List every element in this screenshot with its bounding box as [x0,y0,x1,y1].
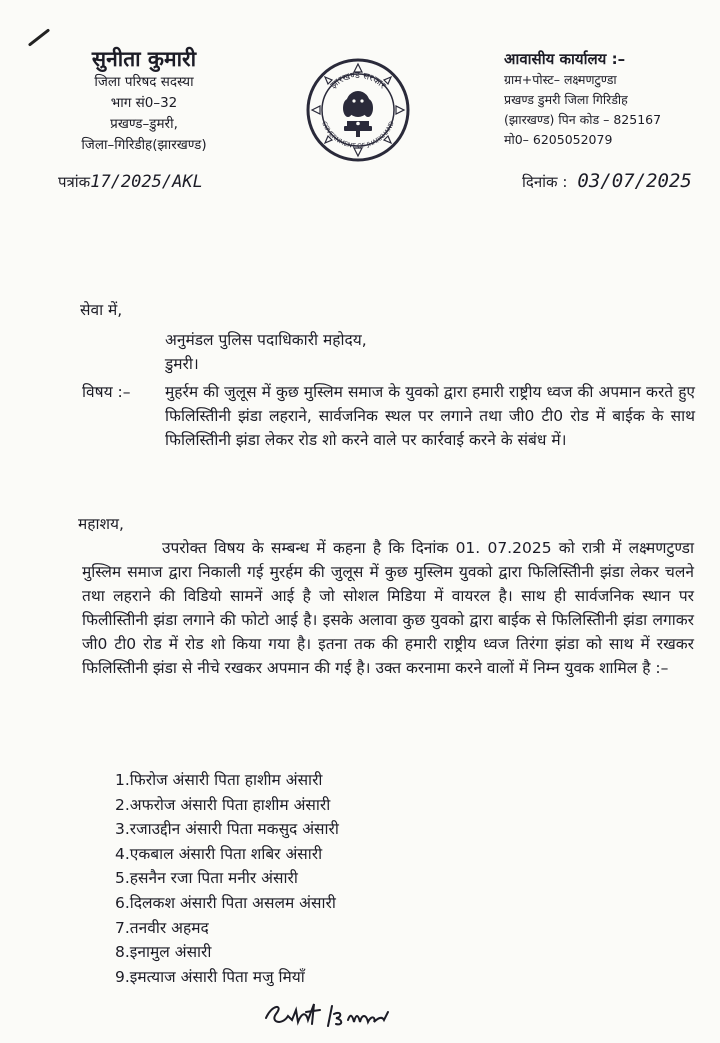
reference-label: पत्रांक [58,173,91,191]
reference-number [58,172,203,192]
list-item: 6.दिलकश अंसारी पिता असलम अंसारी [115,893,336,912]
list-item: 3.रजाउद्दीन अंसारी पिता मकसुद अंसारी [115,820,339,839]
office-line-1: ग्राम+पोस्ट– लक्ष्मणटुण्डा [504,72,617,87]
list-item: 5.हसनैन रजा पिता मनीर अंसारी [115,869,298,888]
seal-top-text: झारखण्ड सरकार [328,70,388,92]
office-title: आवासीय कार्यालय :– [504,50,626,68]
list-item: 8.इनामुल अंसारी [115,943,212,962]
list-item: 4.एकबाल अंसारी पिता शबिर अंसारी [115,844,323,863]
accused-list [115,768,339,989]
list-item: 9.इमत्याज अंसारी पिता मजु मियाँ [115,967,305,986]
salutation-to: सेवा में, [80,301,123,319]
seal-bottom-text: GOVERNMENT OF JHARKHAND [320,120,396,151]
sender-name: सुनीता कुमारी [91,47,197,71]
list-item: 2.अफरोज अंसारी पिता हाशीम अंसारी [115,795,331,814]
sender-line-3: प्रखण्ड–डुमरी, [110,116,178,132]
office-line-2: प्रखण्ड डुमरी जिला गिरिडीह [504,92,628,107]
office-line-4: मो0– 6205052079 [504,132,613,147]
sender-line-4: जिला–गिरिडीह(झारखण्ड) [81,137,207,153]
sender-block [44,46,244,156]
list-item: 7.तनवीर अहमद [115,918,209,937]
sender-line-1: जिला परिषद सदस्या [94,74,194,90]
handwritten-signature-icon [262,998,402,1032]
government-seal-icon [306,58,410,162]
pen-mark [28,28,50,46]
svg-text:झारखण्ड सरकार [329,71,388,91]
salutation: महाशय, [78,515,124,533]
reference-handwritten: 17/2025/AKL [90,172,203,192]
subject-label: विषय :– [82,383,131,401]
subject-text: मुहर्रम की जुलूस में कुछ मुस्लिम समाज के युवको द्वारा हमारी राष्ट्रीय ध्वज की अपमान करते हुए फिलिस्तिीनी झंडा लहराने, सार्वजनिक स्थल पर लगाने तथा जी0 टी0 रोड में बाईक के साथ फिलिस्तिीनी झंडा लेकर रोड शो करने वाले पर कार्रवाई करने के संबंध में। [165,383,695,449]
date-handwritten: 03/07/2025 [577,170,692,192]
list-item: 1.फिरोज अंसारी पिता हाशीम अंसारी [115,771,323,789]
letter-date [522,170,692,192]
office-address-block [504,48,718,150]
office-line-3: (झारखण्ड) पिन कोड – 825167 [504,112,662,127]
recipient-block [165,328,367,376]
recipient-line-2: डुमरी। [165,355,199,373]
recipient-line-1: अनुमंडल पुलिस पदाधिकारी महोदय, [165,331,367,349]
body-paragraph: उपरोक्त विषय के सम्बन्ध में कहना है कि दिनांक 01. 07.2025 को रात्री में लक्ष्मणटुण्डा मुस्लिम समाज द्वारा निकाली गई मुरर्हम की जुलूस में कुछ मुस्लिम युवको द्वारा फिलिस्तिीनी झंडा लेकर चलने तथा लहराने की विडियो सामनें आई है जो सोशल मिडिया में वायरल है। साथ ही सार्वजनिक स्थान पर फिलीस्तिीनी झंडा लगाने की फोटो आई है। इसके अलावा कुछ युवको द्वारा बाईक से फिलिस्तिीनी झंडा लगाकर जी0 टी0 रोड में रोड शो किया गया है। इतना तक की हमारी राष्ट्रीय ध्वज तिरंगा झंडा को साथ में रखकर फिलिस्तिीनी झंडा से नीचे रखकर अपमान की गई है। उक्त करनामा करने वालों में निम्न युवक शामिल है :– [82,539,694,677]
sender-line-2: भाग सं0–32 [110,95,178,111]
date-label: दिनांक : [522,173,568,191]
